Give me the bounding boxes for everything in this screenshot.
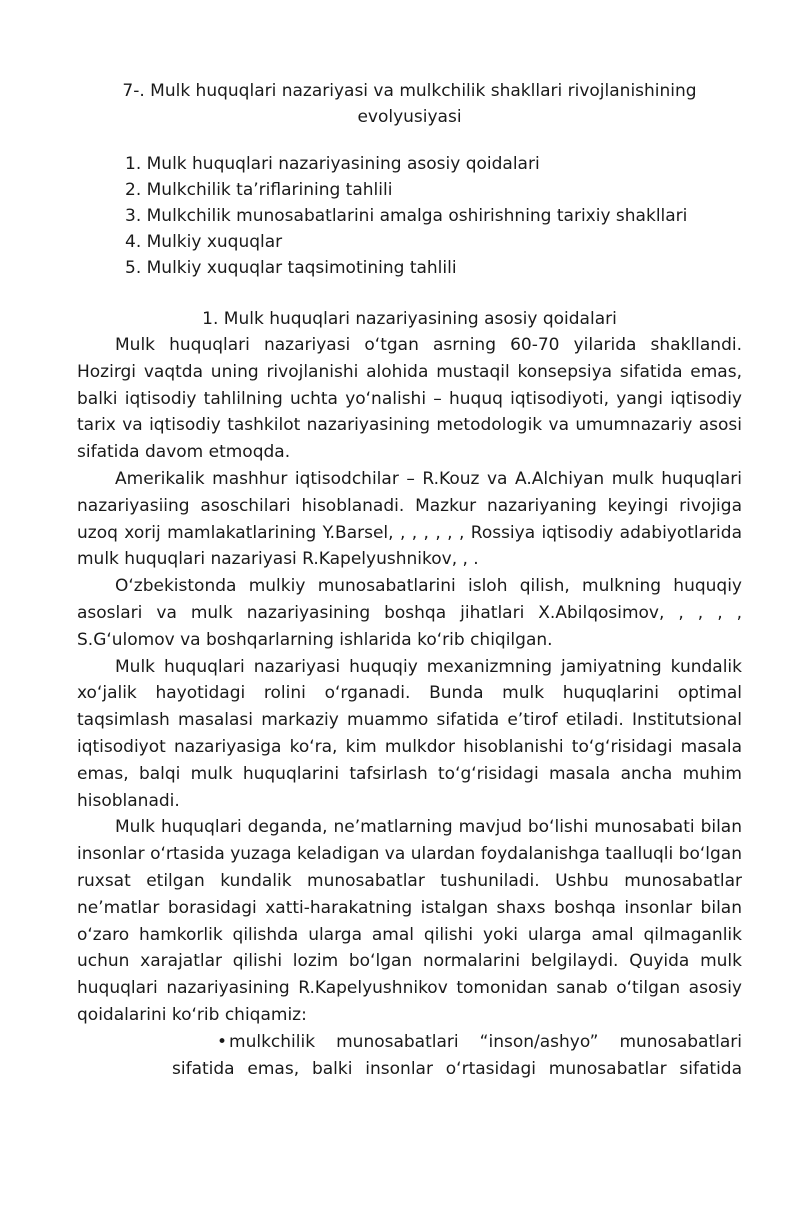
toc-item: 2. Mulkchilik ta’riflarining tahlili (125, 180, 393, 200)
document-page (0, 78, 800, 1209)
body-paragraph: O‘zbekistonda mulkiy munosabatlarini isloh qilish, mulkning huquqiy asoslari va mulk nazariyasining boshqa jihatlari X.Abilqosimov, , , , , S.G‘ulomov va boshqarlarning ishlarida ko‘rib chiqilgan. (77, 576, 742, 650)
bullet-item (77, 1029, 742, 1083)
body-paragraph: Mulk huquqlari nazariyasi o‘tgan asrning 60-70 yilarida shakllandi. Hozirgi vaqtda uning rivojlanishi alohida mustaqil konsepsiya sifatida emas, balki iqtisodiy tahlilning uchta yo‘nalishi – huquq iqtisodiyoti, yangi iqtisodiy tarix va iqtisodiy tashkilot nazariyasining metodologik va umumnazariy asosi sifatida davom etmoqda. (77, 335, 742, 463)
toc-item: 1. Mulk huquqlari nazariyasining asosiy qoidalari (125, 154, 540, 174)
bullet-text-line2: sifatida emas, balki insonlar o‘rtasidagi munosabatlar sifatida (172, 1058, 742, 1079)
document-title: 7-. Mulk huquqlari nazariyasi va mulkchilik shakllari rivojlanishining evolyusiyasi (122, 81, 697, 127)
bullet-text-line1: mulkchilik munosabatlari “inson/ashyo” munosabatlari (229, 1031, 742, 1052)
section-heading: 1. Mulk huquqlari nazariyasining asosiy qoidalari (202, 309, 617, 329)
bullet-marker: • (217, 1031, 228, 1052)
body-paragraph: Mulk huquqlari nazariyasi huquqiy mexanizmning jamiyatning kundalik xo‘jalik hayotidagi rolini o‘rganadi. Bunda mulk huquqlarini optimal taqsimlash masalasi markaziy muammo sifatida e’tirof etiladi. Institutsional iqtisodiyot nazariyasiga ko‘ra, kim mulkdor hisoblanishi to‘g‘risidagi masala emas, balqi mulk huquqlarini tafsirlash to‘g‘risidagi masala ancha muhim hisoblanadi. (77, 656, 742, 811)
toc-item: 3. Mulkchilik munosabatlarini amalga oshirishning tarixiy shakllari (125, 206, 688, 226)
table-of-contents (77, 151, 742, 281)
body-paragraph: Amerikalik mashhur iqtisodchilar – R.Kouz va A.Alchiyan mulk huquqlari nazariyasiing asoschilari hisoblanadi. Mazkur nazariyaning keyingi rivojiga uzoq xorij mamlakatlarining Y.Barsel, , , , , , , Rossiya iqtisodiy adabiyotlarida mulk huquqlari nazariyasi R.Kapelyushnikov, , . (77, 468, 742, 570)
body-paragraph: Mulk huquqlari deganda, ne’matlarning mavjud bo‘lishi munosabati bilan insonlar o‘rtasida yuzaga keladigan va ulardan foydalanishga taalluqli bo‘lgan ruxsat etilgan kundalik munosabatlar tushuniladi. Ushbu munosabatlar ne’matlar borasidagi xatti-harakatning istalgan shaxs boshqa insonlar bilan o‘zaro hamkorlik qilishda ularga amal qilishi yoki ularga amal qilmaganlik uchun xarajatlar qilishi lozim bo‘lgan normalarini belgilaydi. Quyida mulk huquqlari nazariyasining R.Kapelyushnikov tomonidan sanab o‘tilgan asosiy qoidalarini ko‘rib chiqamiz: (77, 817, 742, 1025)
toc-item: 5. Mulkiy xuquqlar taqsimotining tahlili (125, 258, 457, 278)
toc-item: 4. Mulkiy xuquqlar (125, 232, 283, 252)
